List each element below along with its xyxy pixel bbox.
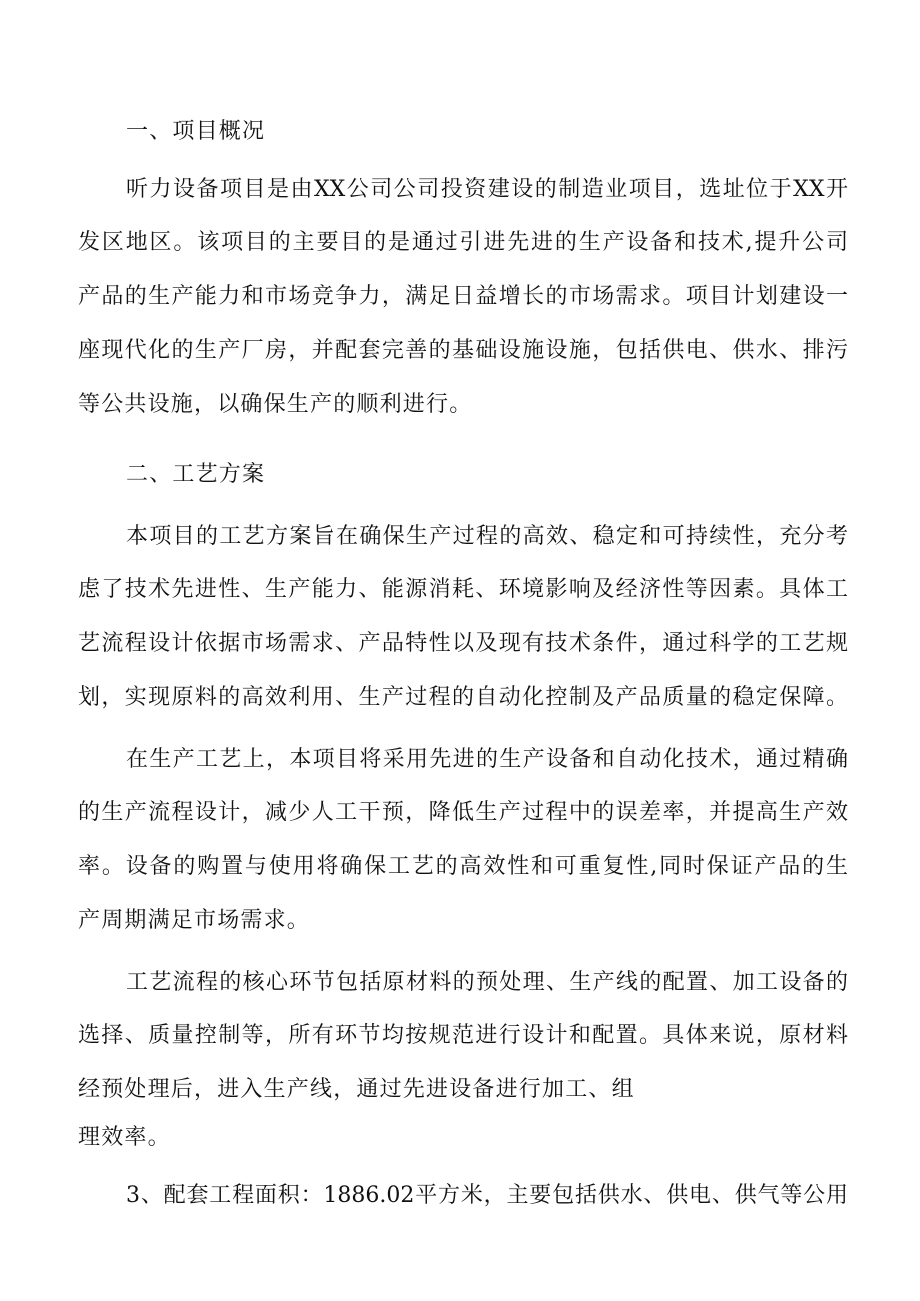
paragraph-line: 产品的生产能力和市场竞争力，满足日益增长的市场需求。项目计划建设一 (78, 284, 848, 309)
section-heading-overview: 一、项目概况 (126, 119, 266, 144)
paragraph-line: 等公共设施，以确保生产的顺利进行。 (78, 392, 473, 417)
paragraph-line: 经预处理后，进入生产线，通过先进设备进行加工、组 (78, 1077, 635, 1102)
paragraph-line: 在生产工艺上，本项目将采用先进的生产设备和自动化技术，通过精确 (126, 747, 848, 772)
paragraph-line: 划，实现原料的高效利用、生产过程的自动化控制及产品质量的稳定保障。 (78, 685, 848, 710)
paragraph-line: 虑了技术先进性、生产能力、能源消耗、环境影响及经济性等因素。具体工 (78, 577, 848, 602)
paragraph-line: 理效率。 (78, 1125, 171, 1150)
paragraph-line: 听力设备项目是由XX公司公司投资建设的制造业项目，选址位于XX开 (126, 177, 848, 202)
paragraph-line: 3、配套工程面积：1886.02平方米，主要包括供水、供电、供气等公用 (126, 1183, 848, 1208)
paragraph-line: 选择、质量控制等，所有环节均按规范进行设计和配置。具体来说，原材料 (78, 1023, 848, 1048)
paragraph-line: 工艺流程的核心环节包括原材料的预处理、生产线的配置、加工设备的 (126, 970, 848, 995)
paragraph-line: 率。设备的购置与使用将确保工艺的高效性和可重复性,同时保证产品的生 (78, 854, 848, 879)
section-heading-process: 二、工艺方案 (126, 462, 266, 487)
paragraph-line: 本项目的工艺方案旨在确保生产过程的高效、稳定和可持续性，充分考 (126, 524, 848, 549)
paragraph-line: 座现代化的生产厂房，并配套完善的基础设施设施，包括供电、供水、排污 (78, 338, 848, 363)
paragraph-line: 产周期满足市场需求。 (78, 908, 311, 933)
paragraph-line: 发区地区。该项目的主要目的是通过引进先进的生产设备和技术,提升公司 (78, 230, 848, 255)
paragraph-line: 的生产流程设计，减少人工干预，降低生产过程中的误差率，并提高生产效 (78, 800, 848, 825)
paragraph-line: 艺流程设计依据市场需求、产品特性以及现有技术条件，通过科学的工艺规 (78, 631, 848, 656)
